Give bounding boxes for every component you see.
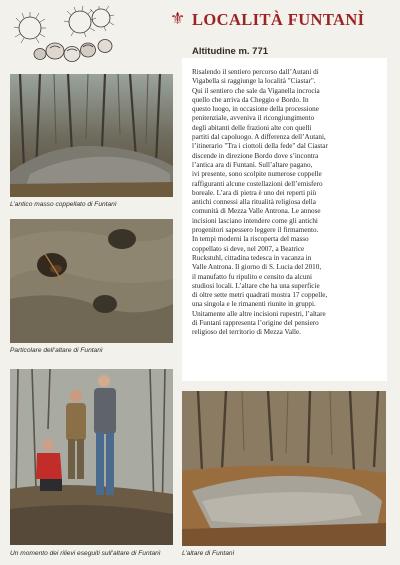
photo-altar xyxy=(182,391,386,546)
body-paragraph: Risalendo il sentiero percorso dall’Autani di Vigabella si raggiunge la località "Ciastar". Qui il sentiero che sale da Viganella incrocia quello che arriva da Cheggio e Bordo. In questo luogo, in occasione della processione penitenziale, avveniva il ricongiungimento degli abitanti delle frazioni alte con quelli partiti dal capoluogo. A differenza dell’Autani, l’itinerario "Tra i ciottoli della fede" dal Ciastar discende in direzione Bordo dove s’incontra l’antica ara di Funtanì. Sull’altare pagano, ivi presente, sono scolpite numerose coppelle raffiguranti alcune costellazioni dell’emisfero boreale. L’ara di pietra è uno dei reperti più antichi connessi alla ritualità religiosa della comunità di Mezza Valle Antrona. Le annose incisioni lasciano intendere come gli antichi progenitori sapessero leggere il firmamento. In tempi moderni la riscoperta del masso coppellato si deve, nel 2007, a Beatrice Ruckstuhl, cittadina tedesca in vacanza in Valle Antrona. Il giorno di S. Lucia del 2010, il manufatto fu ripulito e censito da alcuni studiosi locali. L’altare che ha una superficie di oltre sette metri quadrati mostra 17 coppelle, una singola e le rimanenti riunite in gruppi. Unitamente alle altre incisioni rupestri, l’altare di Funtanì rappresenta l’origine del pensiero religioso del territorio di Mezza Valle. xyxy=(192,68,328,337)
photo-altar-detail xyxy=(10,219,173,343)
caption-boulder: L’antico masso coppellato di Funtanì xyxy=(10,201,117,208)
text-panel xyxy=(182,58,387,381)
photo-survey-people xyxy=(10,369,173,545)
caption-survey: Un momento dei rilievi eseguiti sull’altare di Funtanì xyxy=(10,550,161,557)
caption-altar: L’altare di Funtanì xyxy=(182,550,235,557)
page-title: LOCALITÀ FUNTANÌ xyxy=(192,10,365,29)
fleur-de-lis-icon: ⚜ xyxy=(170,9,186,28)
caption-altar-detail: Particolare dell’altare di Funtanì xyxy=(10,347,103,354)
page-subtitle: Altitudine m. 771 xyxy=(192,46,269,57)
photo-cupmarked-boulder xyxy=(10,74,173,197)
chestnut-illustration xyxy=(10,6,122,66)
